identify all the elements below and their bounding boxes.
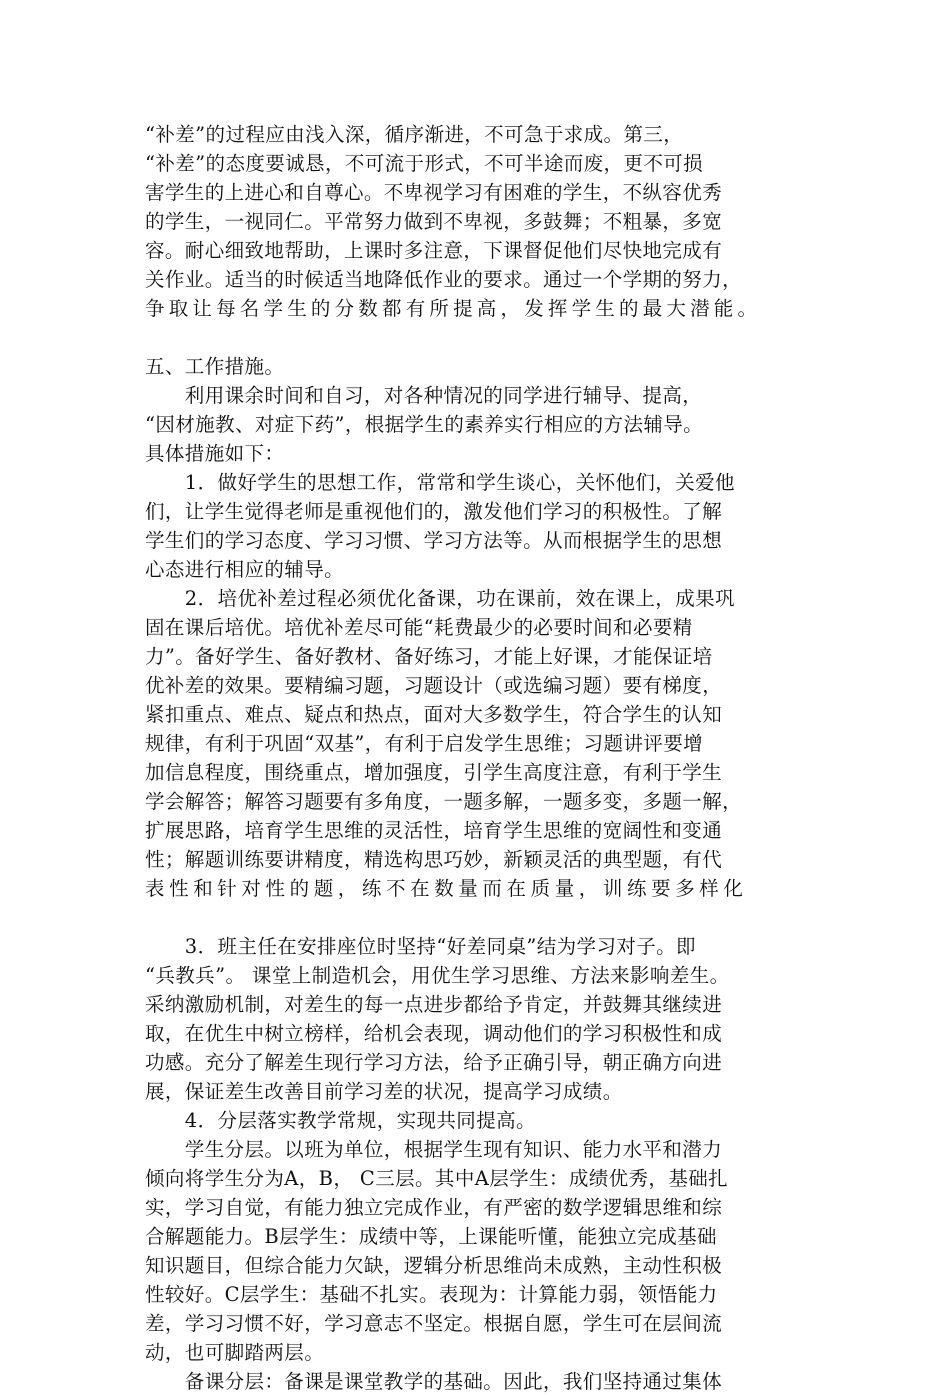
text-line: 性较好。C层学生：基础不扎实。表现为：计算能力弱，领悟能力 xyxy=(145,1283,718,1306)
text-line: 学生们的学习态度、学习习惯、学习方法等。从而根据学生的思想 xyxy=(145,529,723,552)
text-line: 取，在优生中树立榜样，给机会表现，调动他们的学习积极性和成 xyxy=(145,1022,723,1045)
blank-line xyxy=(145,323,820,352)
text-line: 心态进行相应的辅导。 xyxy=(145,558,345,581)
text-line: 害学生的上进心和自尊心。不卑视学习有困难的学生，不纵容优秀 xyxy=(145,181,723,204)
text-line: 规律，有利于巩固“双基”，有利于启发学生思维；习题讲评要增 xyxy=(145,732,704,755)
text-line: 动，也可脚踏两层。 xyxy=(145,1341,325,1364)
text-line: 加信息程度，围绕重点，增加强度，引学生高度注意，有利于学生 xyxy=(145,761,723,784)
text-line: 利用课余时间和自习，对各种情况的同学进行辅导、提高， xyxy=(145,384,703,407)
text-line: 的学生，一视同仁。平常努力做到不卑视，多鼓舞；不粗暴，多宽 xyxy=(145,210,723,233)
text-line: 1．做好学生的思想工作，常常和学生谈心，关怀他们，关爱他 xyxy=(145,471,735,494)
text-line: 固在课后培优。培优补差尽可能“耗费最少的必要时间和必要精 xyxy=(145,616,693,639)
text-line: 扩展思路，培育学生思维的灵活性，培育学生思维的宽阔性和变通 xyxy=(145,819,723,842)
text-line: 合解题能力。B层学生：成绩中等，上课能听懂，能独立完成基础 xyxy=(145,1225,717,1248)
text-line: 差，学习习惯不好，学习意志不坚定。根据自愿，学生可在层间流 xyxy=(145,1312,723,1335)
text-line: 性；解题训练要讲精度，精选构思巧妙，新颖灵活的典型题，有代 xyxy=(145,848,723,871)
text-line: 表性和针对性的题，练不在数量而在质量，训练要多样化 xyxy=(145,877,748,900)
text-line: 学生分层。以班为单位，根据学生现有知识、能力水平和潜力 xyxy=(145,1138,723,1161)
text-line: “补差”的过程应由浅入深，循序渐进，不可急于求成。第三， xyxy=(145,123,684,146)
text-line: 紧扣重点、难点、疑点和热点，面对大多数学生，符合学生的认知 xyxy=(145,703,723,726)
text-line: 力”。备好学生、备好教材、备好练习，才能上好课，才能保证培 xyxy=(145,645,713,668)
text-line: 倾向将学生分为A，B， C三层。其中A层学生：成绩优秀，基础扎 xyxy=(145,1167,729,1190)
text-line: 备课分层：备课是课堂教学的基础。因此，我们坚持通过集体 xyxy=(145,1370,723,1393)
section-heading: 五、工作措施。 xyxy=(145,355,285,378)
text-line: 功感。充分了解差生现行学习方法，给予正确引导，朝正确方向进 xyxy=(145,1051,723,1074)
text-line: 展，保证差生改善目前学习差的状况，提高学习成绩。 xyxy=(145,1080,623,1103)
text-line: 争取让每名学生的分数都有所提高，发挥学生的最大潜能。 xyxy=(145,297,762,320)
document-body xyxy=(145,120,820,1396)
text-line: “兵教兵”。 课堂上制造机会，用优生学习思维、方法来影响差生。 xyxy=(145,964,730,987)
text-line: 具体措施如下： xyxy=(145,442,285,465)
text-line: “因材施教、对症下药”，根据学生的素养实行相应的方法辅导。 xyxy=(145,413,704,436)
text-line: 容。耐心细致地帮助，上课时多注意，下课督促他们尽快地完成有 xyxy=(145,239,723,262)
text-line: 关作业。适当的时候适当地降低作业的要求。通过一个学期的努力， xyxy=(145,268,743,291)
text-line: 实，学习自觉，有能力独立完成作业，有严密的数学逻辑思维和综 xyxy=(145,1196,723,1219)
text-line: 们，让学生觉得老师是重视他们的，激发他们学习的积极性。了解 xyxy=(145,500,723,523)
text-line: “补差”的态度要诚恳，不可流于形式，不可半途而废，更不可损 xyxy=(145,152,704,175)
text-line: 优补差的效果。要精编习题，习题设计（或选编习题）要有梯度， xyxy=(145,674,723,697)
text-line: 学会解答；解答习题要有多角度，一题多解，一题多变，多题一解， xyxy=(145,790,743,813)
text-line: 2．培优补差过程必须优化备课，功在课前，效在课上，成果巩 xyxy=(145,587,735,610)
blank-line xyxy=(145,903,820,932)
text-line: 知识题目，但综合能力欠缺，逻辑分析思维尚未成熟，主动性积极 xyxy=(145,1254,723,1277)
text-line: 4．分层落实教学常规，实现共同提高。 xyxy=(145,1109,536,1132)
text-line: 采纳激励机制，对差生的每一点进步都给予肯定，并鼓舞其继续进 xyxy=(145,993,723,1016)
text-line: 3．班主任在安排座位时坚持“好差同桌”结为学习对子。即 xyxy=(145,935,696,958)
